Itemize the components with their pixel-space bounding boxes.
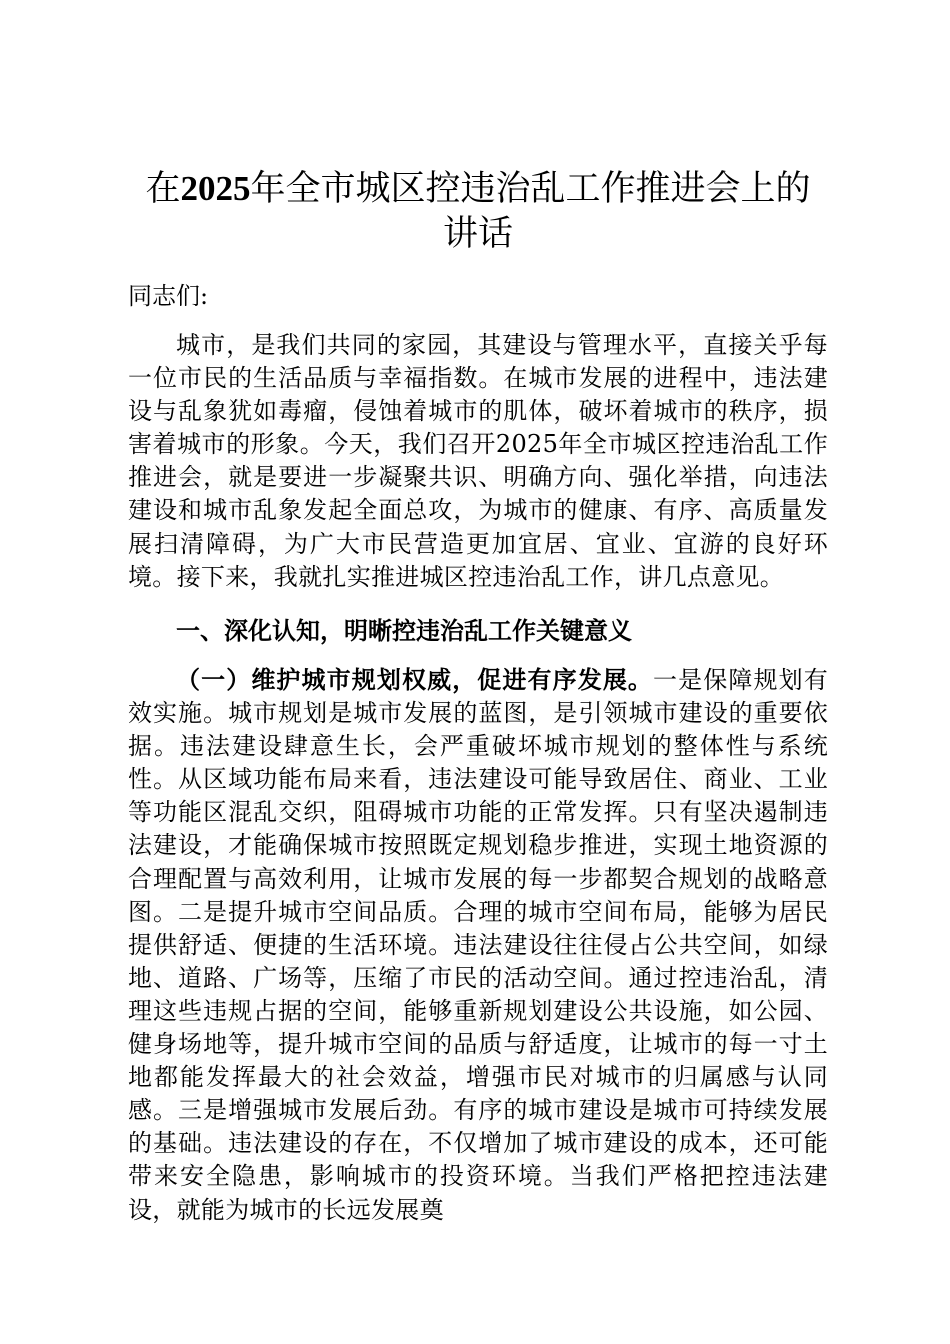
intro-paragraph: 城市，是我们共同的家园，其建设与管理水平，直接关乎每一位市民的生活品质与幸福指数。在城市发展的进程中，违法建设与乱象犹如毒瘤，侵蚀着城市的肌体，破坏着城市的秩序，损害着城市的形象。今天，我们召开2025年全市城区控违治乱工作推进会，就是要进一步凝聚共识、明确方向、强化举措，向违法建设和城市乱象发起全面总攻，为城市的健康、有序、高质量发展扫清障碍，为广大市民营造更加宜居、宜业、宜游的良好环境。接下来，我就扎实推进城区控违治乱工作，讲几点意见。 [128,331,828,591]
subsection-lead: （一）维护城市规划权威，促进有序发展。 [176,666,654,694]
section-heading: 一、深化认知，明晰控违治乱工作关键意义 [176,617,632,645]
salutation: 同志们: [128,282,209,310]
title-rest: 年全市城区控违治乱工作推进会上的讲话 [250,169,811,254]
document-title [128,166,828,257]
body-paragraph [128,664,828,1227]
subsection-text: 一是保障规划有效实施。城市规划是城市发展的蓝图，是引领城市建设的重要依据。违法建设肆意生长，会严重破坏城市规划的整体性与系统性。从区域功能布局来看，违法建设可能导致居住、商业、工业等功能区混乱交织，阻碍城市功能的正常发挥。只有坚决遏制违法建设，才能确保城市按照既定规划稳步推进，实现土地资源的合理配置与高效利用，让城市发展的每一步都契合规划的战略意图。二是提升城市空间品质。合理的城市空间布局，能够为居民提供舒适、便捷的生活环境。违法建设往往侵占公共空间，如绿地、道路、广场等，压缩了市民的活动空间。通过控违治乱，清理这些违规占据的空间，能够重新规划建设公共设施，如公园、健身场地等，提升城市空间的品质与舒适度，让城市的每一寸土地都能发挥最大的社会效益，增强市民对城市的归属感与认同感。三是增强城市发展后劲。有序的城市建设是城市可持续发展的基础。违法建设的存在，不仅增加了城市建设的成本，还可能带来安全隐患，影响城市的投资环境。当我们严格把控违法建设，就能为城市的长远发展奠 [128,666,828,1224]
title-year: 2025 [180,169,251,208]
title-prefix: 在 [145,169,181,209]
